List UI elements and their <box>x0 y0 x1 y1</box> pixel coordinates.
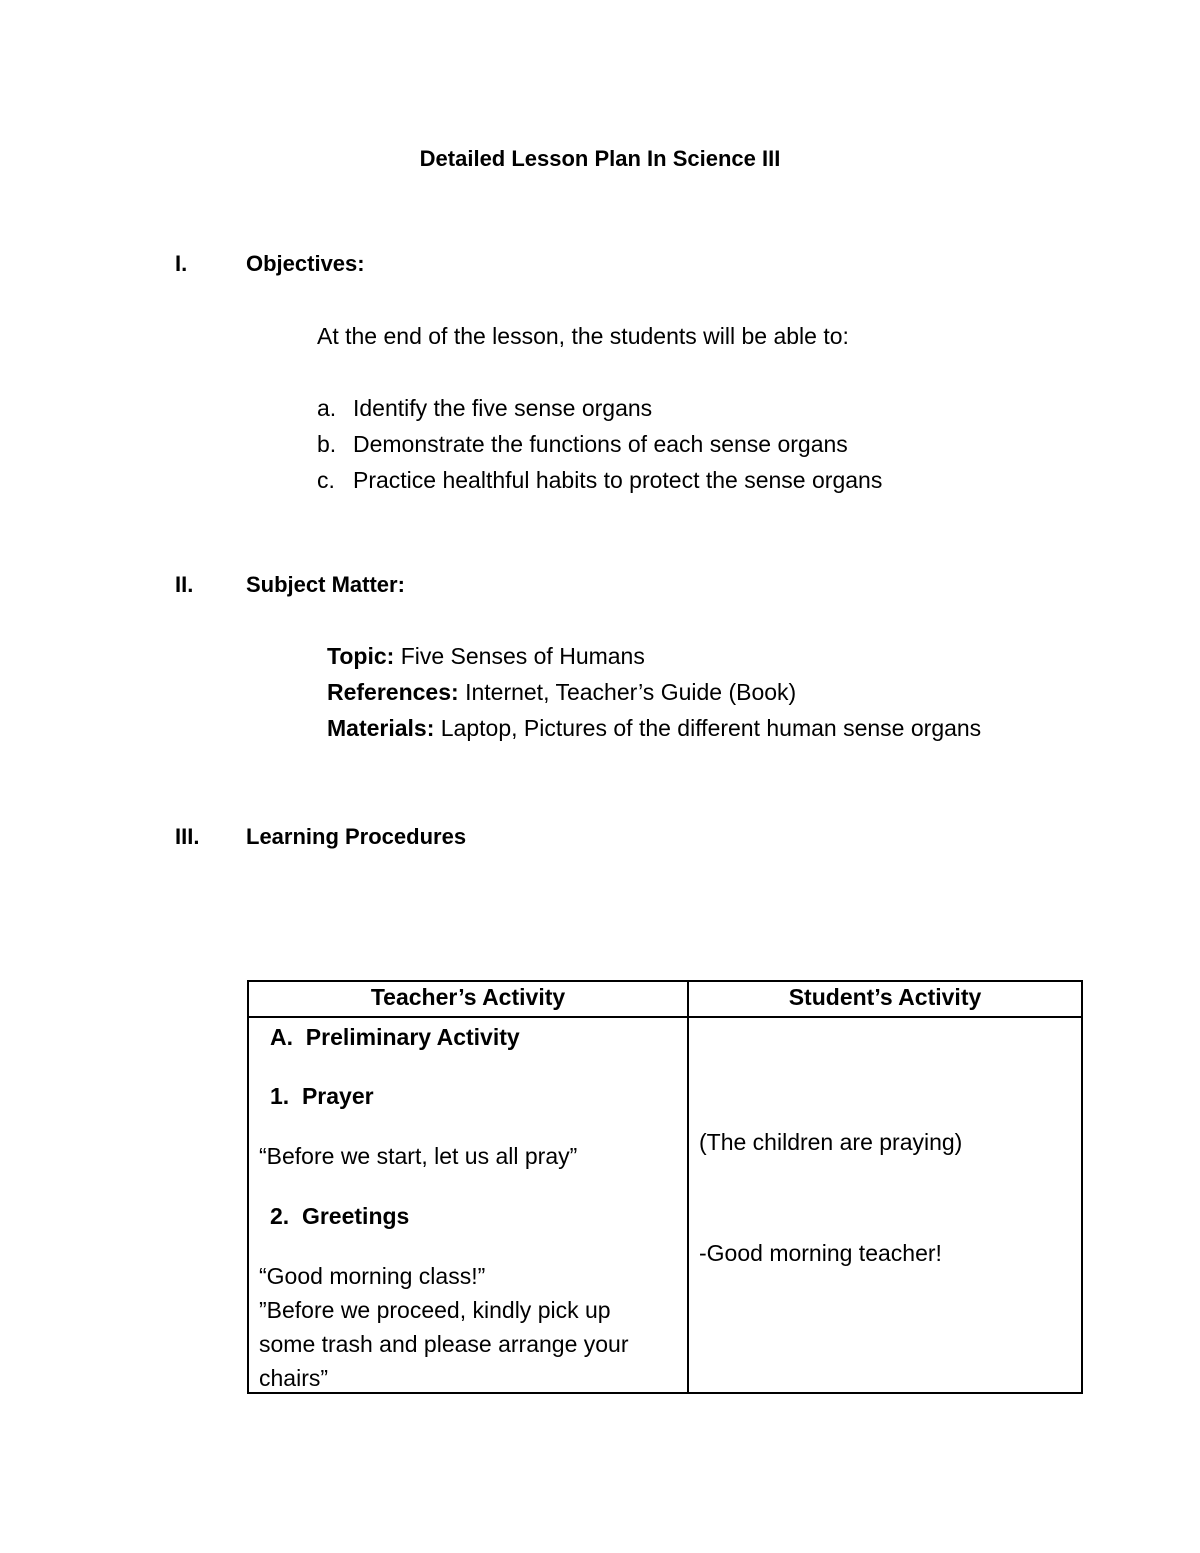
student-activity-header: Student’s Activity <box>688 981 1082 1017</box>
materials-label: Materials: <box>327 715 435 741</box>
objective-text: Identify the five sense organs <box>353 395 653 421</box>
step-number: 1. <box>270 1083 290 1109</box>
materials-value: Laptop, Pictures of the different human sense organs <box>440 715 982 741</box>
objective-text: Demonstrate the functions of each sense organs <box>353 431 848 457</box>
greeting-text: “Good morning class!” <box>259 1263 486 1289</box>
section-title-procedures: Learning Procedures <box>246 824 467 849</box>
section-letter: A. <box>270 1024 293 1050</box>
topic-label: Topic: <box>327 643 395 669</box>
table-row <box>248 1017 1082 1393</box>
student-activity-cell <box>688 1017 1082 1393</box>
topic-value: Five Senses of Humans <box>400 643 645 669</box>
table-header-row <box>248 981 1082 1017</box>
section-number-procedures: III. <box>175 824 200 849</box>
references-line <box>327 679 796 706</box>
topic-line <box>327 643 645 670</box>
preliminary-activity-heading <box>270 1024 520 1051</box>
objective-letter: c. <box>317 467 335 493</box>
teacher-activity-cell <box>248 1017 688 1393</box>
section-title-subject-matter: Subject Matter: <box>246 572 405 597</box>
objective-item <box>317 431 848 458</box>
step-number: 2. <box>270 1203 290 1229</box>
section-title-objectives: Objectives: <box>246 251 365 276</box>
section-number-objectives: I. <box>175 251 188 276</box>
prayer-heading <box>270 1083 374 1110</box>
references-label: References: <box>327 679 459 705</box>
activity-table <box>247 980 1083 1394</box>
objectives-intro: At the end of the lesson, the students will be able to: <box>317 323 849 349</box>
prayer-instruction: “Before we start, let us all pray” <box>259 1143 578 1169</box>
teacher-activity-header: Teacher’s Activity <box>248 981 688 1017</box>
objective-item <box>317 395 652 422</box>
materials-line <box>327 715 981 742</box>
page-title: Detailed Lesson Plan In Science III <box>419 146 781 171</box>
objective-letter: b. <box>317 431 337 457</box>
objective-item <box>317 467 882 494</box>
step-title: Greetings <box>301 1203 410 1229</box>
greetings-heading <box>270 1203 409 1230</box>
student-response-greeting: -Good morning teacher! <box>699 1240 942 1266</box>
section-title: Preliminary Activity <box>305 1024 520 1050</box>
references-value: Internet, Teacher’s Guide (Book) <box>465 679 797 705</box>
section-number-subject-matter: II. <box>175 572 194 597</box>
objective-letter: a. <box>317 395 337 421</box>
proceed-instruction: ”Before we proceed, kindly pick up some trash and please arrange your chairs” <box>259 1297 629 1391</box>
student-response-prayer: (The children are praying) <box>699 1129 963 1155</box>
objective-text: Practice healthful habits to protect the sense organs <box>353 467 883 493</box>
step-title: Prayer <box>301 1083 374 1109</box>
